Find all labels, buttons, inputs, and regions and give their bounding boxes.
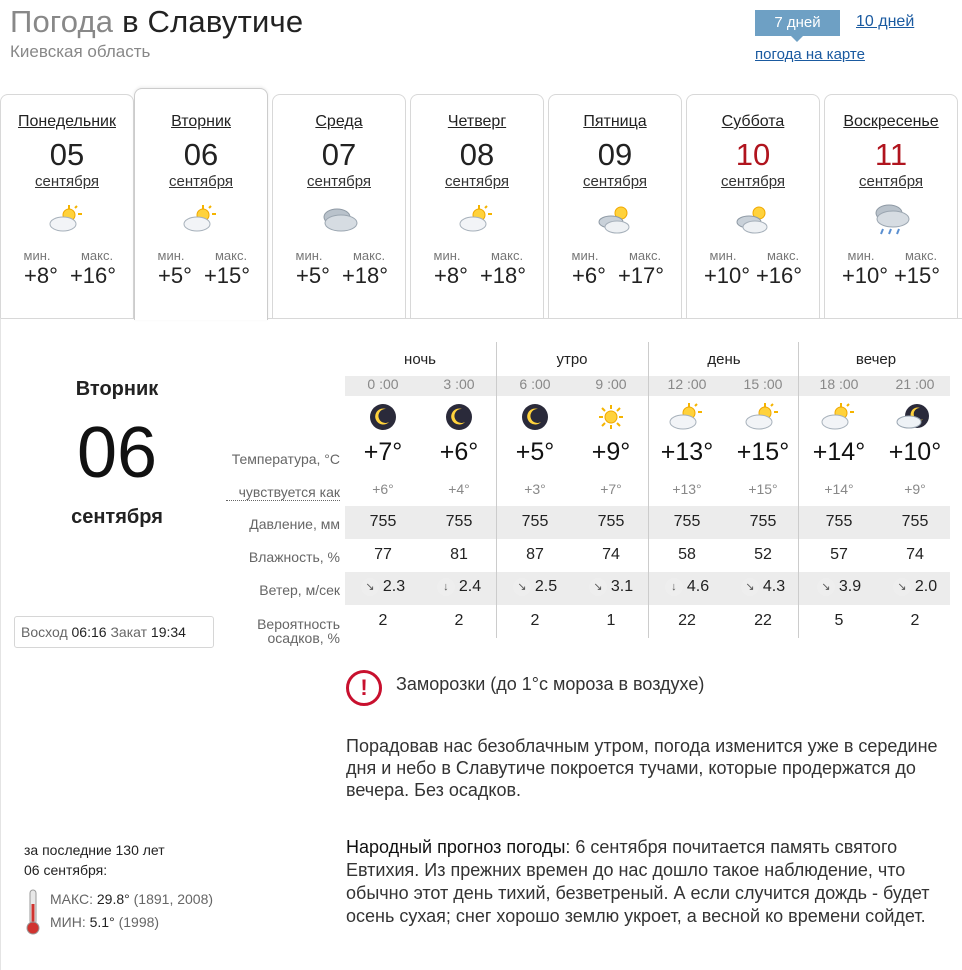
segment-label: ночь [404, 351, 436, 368]
hour-feels-like: +13° [672, 481, 702, 497]
day-tab-6[interactable] [824, 94, 958, 318]
weather-map-link[interactable]: погода на карте [755, 46, 865, 63]
moon-icon [345, 402, 421, 432]
hour-humidity: 77 [374, 546, 392, 563]
hour-wind [421, 578, 497, 596]
day-month: сентября [582, 173, 647, 190]
sunrise-time: 06:16 [71, 624, 107, 640]
hour-temp: +9° [591, 438, 631, 466]
min-label: мин. [433, 248, 461, 263]
ten-days-link[interactable]: 10 дней [856, 13, 915, 30]
hour-feels-like: +6° [372, 481, 394, 497]
hour-wind [345, 578, 421, 596]
sun-icon [573, 402, 649, 432]
moon-icon [421, 402, 497, 432]
min-label: мин. [23, 248, 51, 263]
hour-precip: 2 [530, 612, 540, 629]
max-temp: +18° [341, 263, 389, 288]
region-label: Киевская область [10, 42, 151, 61]
record-min-years: (1998) [118, 914, 160, 930]
hour-wind [801, 578, 877, 596]
hour-precip: 5 [834, 612, 844, 629]
hour-feels-like: +4° [448, 481, 470, 497]
hour-time: 9 :00 [595, 376, 627, 392]
wind-speed: 4.3 [762, 578, 786, 595]
max-label: макс. [766, 248, 800, 263]
day-name[interactable]: Понедельник [18, 113, 116, 130]
max-label: макс. [490, 248, 524, 263]
hour-time: 15 :00 [743, 376, 783, 392]
hour-temp: +5° [515, 438, 555, 466]
warning-text: Заморозки (до 1°с мороза в воздухе) [396, 674, 705, 694]
hour-temp: +13° [660, 438, 714, 466]
min-label: мин. [295, 248, 323, 263]
label-pressure: Давление, мм [249, 516, 340, 532]
hour-precip: 1 [606, 612, 616, 629]
hour-humidity: 57 [830, 546, 848, 563]
sun-cloud-icon [1, 192, 133, 246]
day-name[interactable]: Вторник [171, 113, 231, 130]
hour-time: 18 :00 [819, 376, 859, 392]
record-max-years: (1891, 2008) [133, 891, 214, 907]
sunset-label: Закат [110, 624, 148, 640]
wind-direction-icon: ↘ [741, 578, 759, 596]
hour-humidity: 74 [906, 546, 924, 563]
wind-speed: 2.3 [382, 578, 406, 595]
day-tab-3[interactable] [410, 94, 544, 318]
hour-temp: +15° [736, 438, 790, 466]
hour-pressure: 755 [369, 513, 397, 530]
max-label: макс. [352, 248, 386, 263]
day-number: 09 [597, 137, 633, 172]
sun-clouds-icon [687, 192, 819, 246]
folk-forecast [346, 836, 954, 928]
day-name[interactable]: Среда [315, 113, 363, 130]
wind-speed: 2.0 [914, 578, 938, 595]
history-line2: 06 сентября: [24, 862, 108, 878]
min-temp: +8° [24, 263, 58, 288]
title-prefix: Погода [10, 4, 114, 39]
hour-pressure: 755 [901, 513, 929, 530]
min-label: мин. [571, 248, 599, 263]
max-temp: +15° [203, 263, 251, 288]
hour-time: 12 :00 [667, 376, 707, 392]
hour-wind [725, 578, 801, 596]
record-min [50, 914, 159, 930]
hour-temp: +7° [363, 438, 403, 466]
record-min-label: МИН: [50, 914, 86, 930]
wind-direction-icon: ↘ [817, 578, 835, 596]
sun-cloud-icon [801, 402, 877, 432]
hour-precip: 22 [678, 612, 696, 629]
hour-time: 0 :00 [367, 376, 399, 392]
hour-pressure: 755 [673, 513, 701, 530]
hour-pressure: 755 [749, 513, 777, 530]
wind-speed: 3.1 [610, 578, 634, 595]
hour-time: 3 :00 [443, 376, 475, 392]
history-line1: за последние 130 лет [24, 842, 165, 858]
title-city: в Славутиче [122, 4, 304, 39]
day-tab-1[interactable] [134, 88, 268, 320]
hour-humidity: 74 [602, 546, 620, 563]
day-month: сентября [720, 173, 785, 190]
hour-temp: +10° [888, 438, 942, 466]
sunrise-label: Восход [21, 624, 68, 640]
sun-clouds-icon [549, 192, 681, 246]
hour-feels-like: +15° [748, 481, 778, 497]
wind-speed: 3.9 [838, 578, 862, 595]
day-month: сентября [306, 173, 371, 190]
day-name[interactable]: Суббота [721, 113, 785, 130]
folk-title: Народный прогноз погоды [346, 837, 566, 857]
moon-icon [497, 402, 573, 432]
max-temp: +18° [479, 263, 527, 288]
label-precip-2: осадков, % [267, 630, 340, 646]
day-month: сентября [858, 173, 923, 190]
record-max [50, 891, 213, 907]
day-name[interactable]: Четверг [447, 113, 507, 130]
hour-pressure: 755 [521, 513, 549, 530]
warning-icon: ! [346, 670, 382, 706]
hour-time: 21 :00 [895, 376, 935, 392]
wind-speed: 4.6 [686, 578, 710, 595]
day-tab-4[interactable] [548, 94, 682, 318]
wind-direction-icon: ↘ [589, 578, 607, 596]
hour-time: 6 :00 [519, 376, 551, 392]
sun-cloud-icon [725, 402, 801, 432]
hour-precip: 2 [454, 612, 464, 629]
label-humidity: Влажность, % [248, 549, 340, 565]
history-block [24, 840, 165, 880]
hour-wind [877, 578, 953, 596]
record-min-value: 5.1° [89, 914, 115, 930]
hour-humidity: 58 [678, 546, 696, 563]
sun-cloud-icon [649, 402, 725, 432]
min-temp: +10° [703, 263, 751, 288]
wind-direction-icon: ↓ [437, 578, 455, 596]
hour-pressure: 755 [445, 513, 473, 530]
day-number: 06 [183, 137, 219, 172]
hour-wind [573, 578, 649, 596]
record-max-label: МАКС: [50, 891, 93, 907]
wind-direction-icon: ↘ [361, 578, 379, 596]
max-label: макс. [628, 248, 662, 263]
label-wind: Ветер, м/сек [259, 582, 340, 598]
day-tabs [0, 94, 962, 320]
page-title [10, 4, 303, 40]
day-number: 11 [874, 137, 908, 172]
min-temp: +8° [434, 263, 468, 288]
hour-humidity: 52 [754, 546, 772, 563]
hour-precip: 2 [378, 612, 388, 629]
day-name[interactable]: Пятница [583, 113, 647, 130]
hour-feels-like: +14° [824, 481, 854, 497]
day-number: 10 [735, 137, 771, 172]
hour-feels-like: +7° [600, 481, 622, 497]
cloud-icon [273, 192, 405, 246]
selected-day-month: сентября [71, 506, 163, 528]
max-temp: +15° [893, 263, 941, 288]
selected-day-name: Вторник [75, 378, 159, 400]
max-label: макс. [904, 248, 938, 263]
hour-humidity: 81 [450, 546, 468, 563]
sun-cloud-icon [135, 192, 267, 246]
max-temp: +16° [755, 263, 803, 288]
segment-label: вечер [855, 351, 897, 368]
day-number: 08 [459, 137, 495, 172]
record-max-value: 29.8° [96, 891, 130, 907]
hour-temp: +6° [439, 438, 479, 466]
min-label: мин. [157, 248, 185, 263]
folk-text: : 6 сентября почитается память святого Евтихия. Из прежних времен до нас дошло такое наблюдение, что обычно этот день тихий, безветреный. А если случится дождь - будет осень сухая; снег хорошо землю укроет, а весной ко времени сойдет. [346, 837, 930, 926]
min-temp: +6° [572, 263, 606, 288]
day-tab-5[interactable] [686, 94, 820, 318]
day-number: 05 [49, 137, 85, 172]
label-feels-like[interactable]: чувствуется как [226, 484, 340, 501]
min-label: мин. [709, 248, 737, 263]
day-month: сентября [444, 173, 509, 190]
hour-pressure: 755 [597, 513, 625, 530]
day-month: сентября [34, 173, 99, 190]
segment-label: день [707, 351, 741, 368]
hour-feels-like: +9° [904, 481, 926, 497]
wind-direction-icon: ↓ [665, 578, 683, 596]
hour-precip: 22 [754, 612, 772, 629]
day-name[interactable]: Воскресенье [843, 113, 939, 130]
hour-wind [497, 578, 573, 596]
hour-pressure: 755 [825, 513, 853, 530]
wind-direction-icon: ↘ [513, 578, 531, 596]
max-label: макс. [214, 248, 248, 263]
hour-feels-like: +3° [524, 481, 546, 497]
label-temperature: Температура, °С [231, 451, 340, 467]
wind-direction-icon: ↘ [893, 578, 911, 596]
page-header [10, 4, 303, 62]
hour-wind [649, 578, 725, 596]
seven-days-button[interactable]: 7 дней [755, 10, 840, 36]
segment-label: утро [556, 351, 588, 368]
sun-cloud-icon [411, 192, 543, 246]
min-temp: +5° [296, 263, 330, 288]
thermometer-icon [24, 888, 42, 941]
day-tab-0[interactable] [0, 94, 134, 318]
label-precip-1: Вероятность [257, 616, 340, 632]
min-temp: +5° [158, 263, 192, 288]
rain-cloud-icon [825, 192, 957, 246]
day-tab-2[interactable] [272, 94, 406, 318]
min-temp: +10° [841, 263, 889, 288]
sunset-time: 19:34 [150, 624, 186, 640]
max-temp: +16° [69, 263, 117, 288]
hour-precip: 2 [910, 612, 920, 629]
max-temp: +17° [617, 263, 665, 288]
wind-speed: 2.4 [458, 578, 482, 595]
hour-humidity: 87 [526, 546, 544, 563]
wind-speed: 2.5 [534, 578, 558, 595]
selected-day-number: 06 [76, 413, 158, 493]
min-label: мин. [847, 248, 875, 263]
forecast-description: Порадовав нас безоблачным утром, погода изменится уже в середине дня и небо в Славутиче покроется тучами, которые продержатся до вечера. Без осадков. [346, 736, 938, 800]
day-month: сентября [168, 173, 233, 190]
moon-cloud-icon [877, 402, 953, 432]
max-label: макс. [80, 248, 114, 263]
day-number: 07 [321, 137, 357, 172]
hour-temp: +14° [812, 438, 866, 466]
